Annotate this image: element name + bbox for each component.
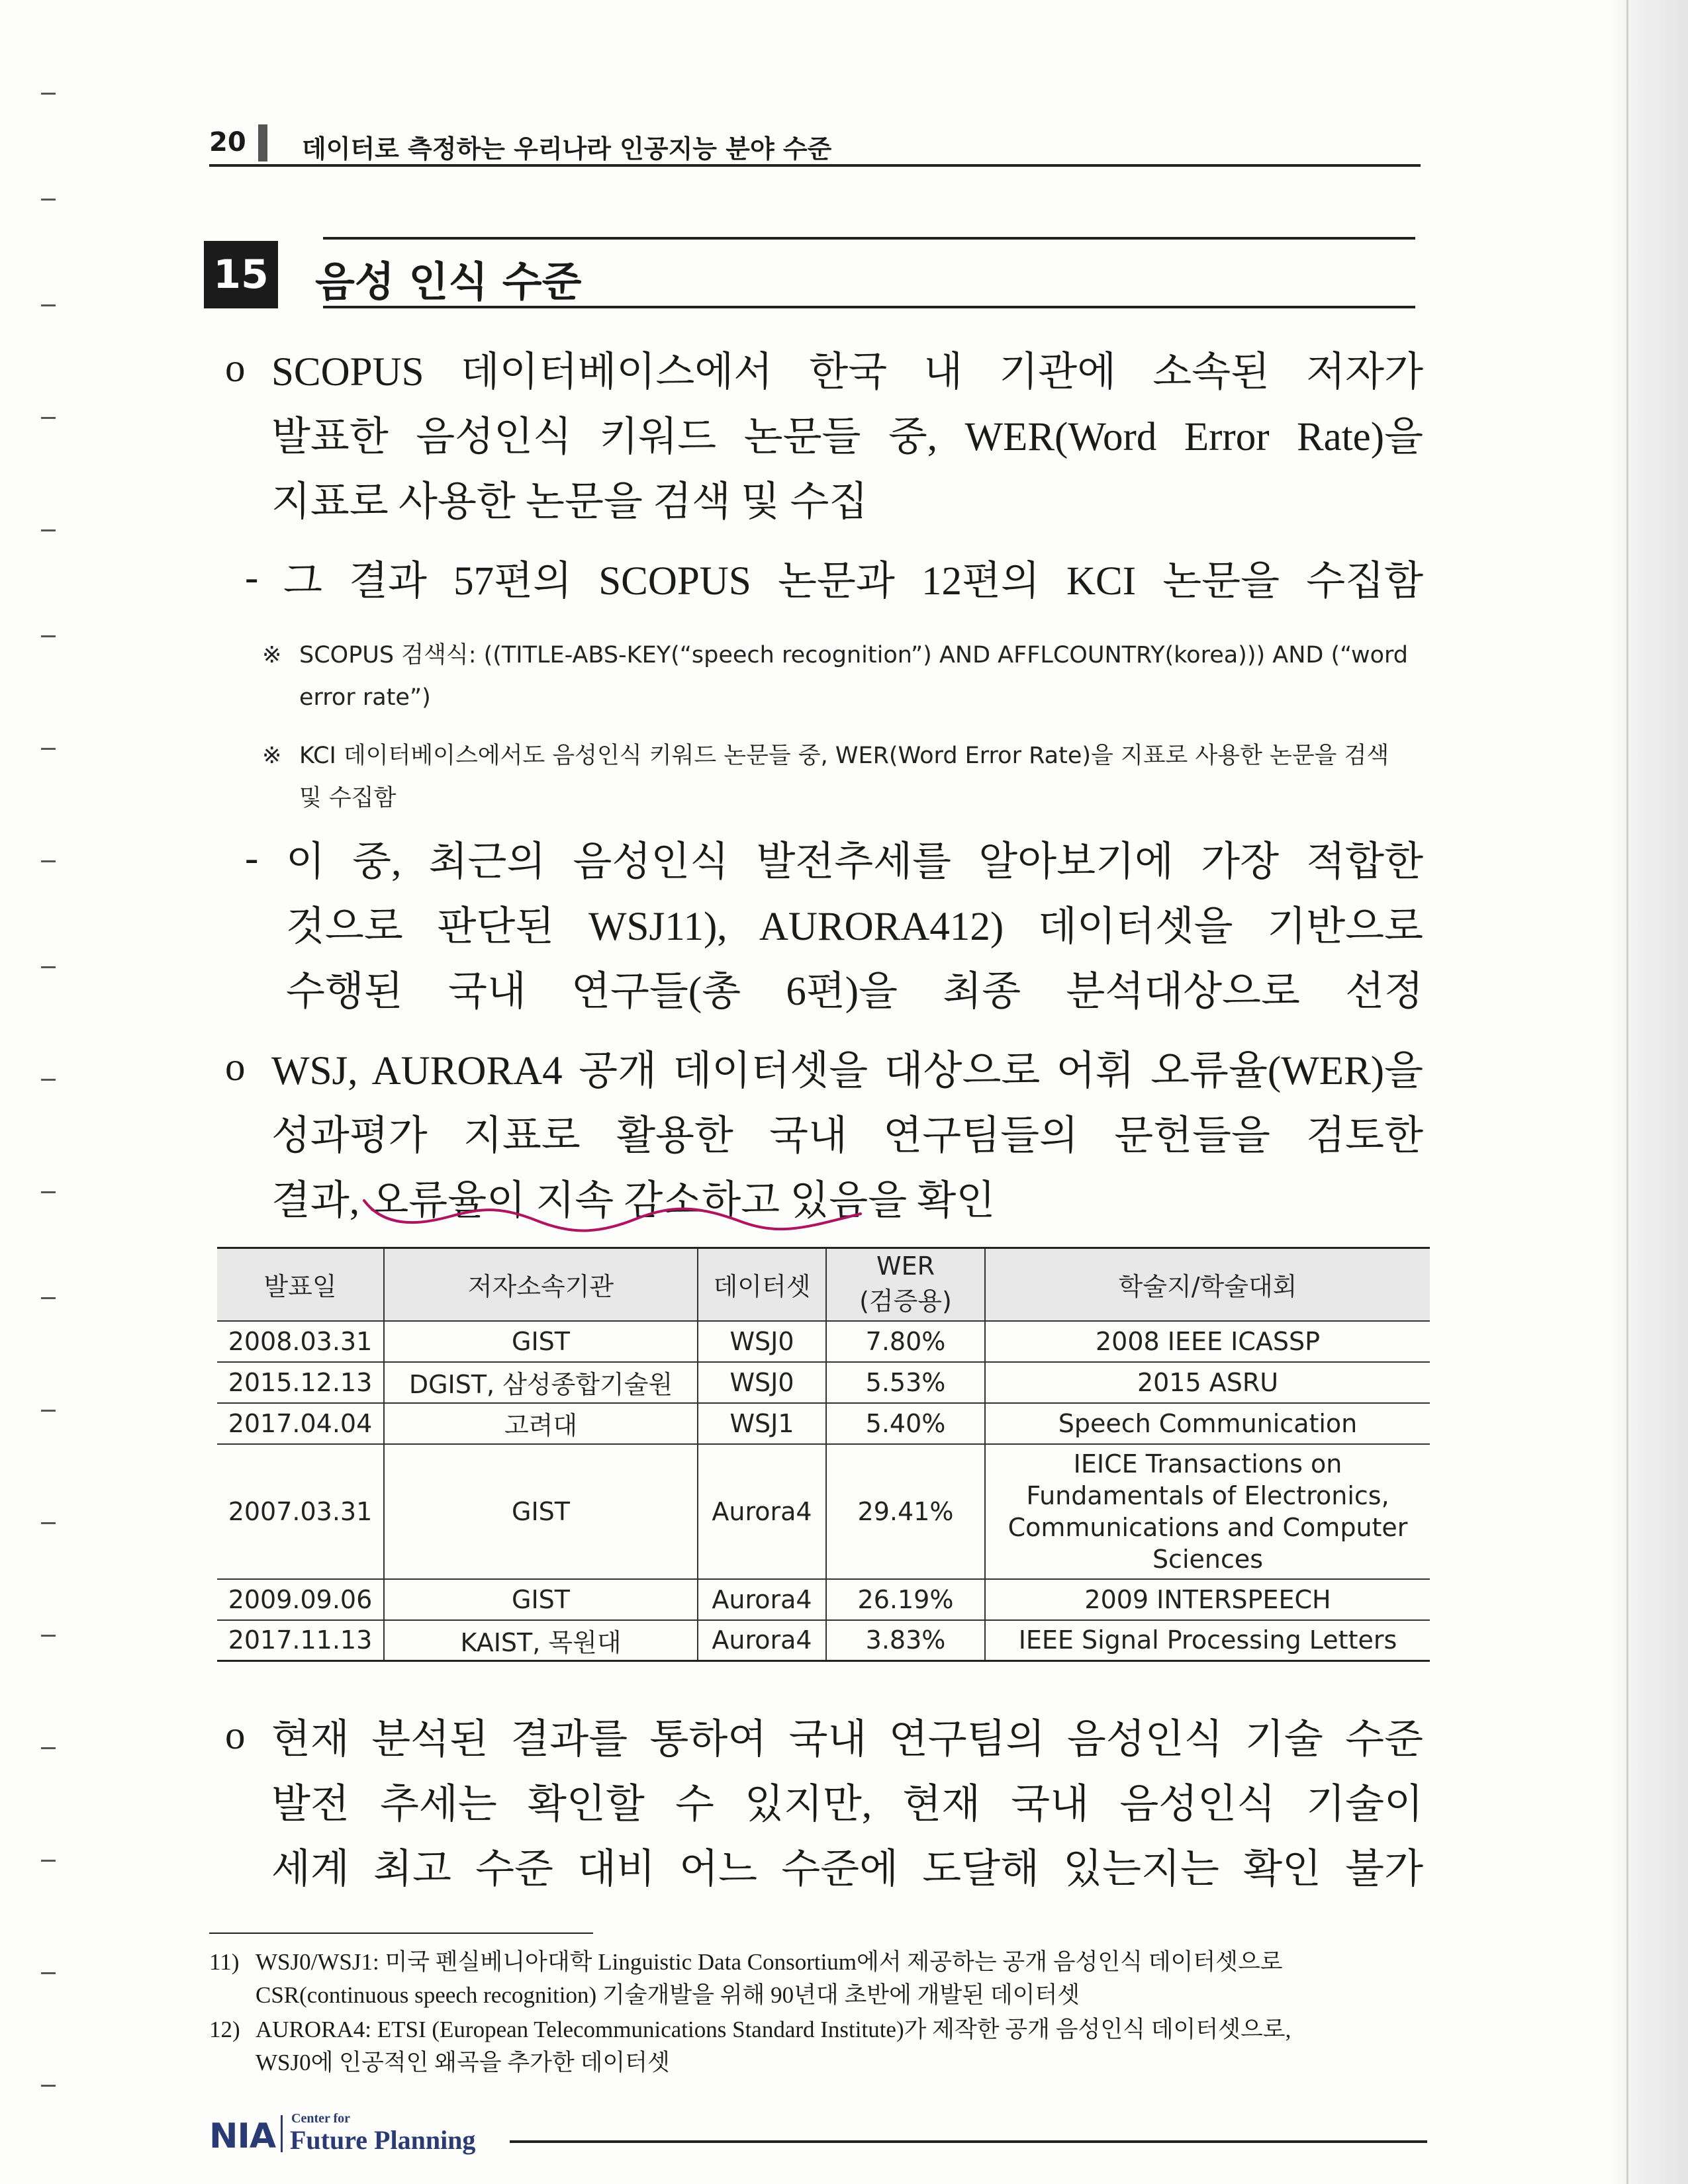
- cell-venue-line: IEICE Transactions on: [1073, 1449, 1342, 1479]
- page-edge-shadow: [1609, 0, 1688, 2184]
- paragraph-3: [271, 1707, 1423, 1902]
- col-header-wer-line2: (검증용): [859, 1287, 952, 1316]
- cell-affiliation: DGIST, 삼성종합기술원: [384, 1362, 698, 1403]
- paragraph-1: [271, 340, 1423, 535]
- footnote-line: WSJ0/WSJ1: 미국 펜실베니아대학 Linguistic Data Consortium에서 제공하는 공개 음성인식 데이터셋으로: [256, 1949, 1283, 1975]
- footnote-line: CSR(continuous speech recognition) 기술개발을 위해 90년대 초반에 개발된 데이터셋: [256, 1982, 1080, 2008]
- col-header-wer: [826, 1248, 985, 1321]
- cell-dataset: Aurora4: [698, 1579, 826, 1620]
- bullet-o: o: [225, 1045, 246, 1089]
- pen-underline-squiggle: [357, 1187, 900, 1240]
- header-rule: [209, 164, 1421, 167]
- table-header-row: [217, 1248, 1430, 1321]
- page-number: 20: [209, 127, 246, 158]
- col-header-date: 발표일: [217, 1248, 384, 1321]
- table-row: [217, 1444, 1430, 1579]
- cell-date: 2017.11.13: [217, 1620, 384, 1661]
- footnote-line: WSJ0에 인공적인 왜곡을 추가한 데이터셋: [256, 2050, 670, 2075]
- cell-date: 2007.03.31: [217, 1444, 384, 1579]
- paragraph-line: 지표로 사용한 논문을 검색 및 수집: [271, 480, 868, 524]
- cell-date: 2009.09.06: [217, 1579, 384, 1620]
- paragraph-line: 세계 최고 수준 대비 어느 수준에 도달해 있는지는 확인 불가: [271, 1847, 1423, 1891]
- section-rule-bottom: [323, 306, 1415, 308]
- bullet-o: o: [225, 1713, 246, 1758]
- running-header-title: 데이터로 측정하는 우리나라 인공지능 분야 수준: [302, 134, 832, 163]
- note-text: SCOPUS 검색식: ((TITLE-ABS-KEY(“speech recognition”) AND AFFLCOUNTRY(korea))) AND (“word error rate”): [299, 642, 1409, 711]
- cell-date: 2017.04.04: [217, 1403, 384, 1444]
- cell-venue: 2009 INTERSPEECH: [985, 1579, 1430, 1620]
- note-mark: ※: [262, 642, 282, 668]
- note-text: KCI 데이터베이스에서도 음성인식 키워드 논문들 중, WER(Word Error Rate)을 지표로 사용한 논문을 검색 및 수집함: [299, 743, 1389, 811]
- cell-venue-line: Communications and Computer: [1008, 1512, 1408, 1542]
- footnote-number: 12): [209, 2017, 240, 2042]
- note-scopus-query: [262, 634, 1423, 720]
- cell-wer: 5.40%: [826, 1403, 985, 1444]
- table-row: [217, 1321, 1430, 1362]
- cell-venue-line: Fundamentals of Electronics,: [1026, 1480, 1389, 1510]
- paragraph-line: 발표한 음성인식 키워드 논문들 중, WER(Word Error Rate)을: [271, 415, 1423, 459]
- col-header-venue: 학술지/학술대회: [985, 1248, 1430, 1321]
- col-header-dataset: 데이터셋: [698, 1248, 826, 1321]
- cell-venue: 2015 ASRU: [985, 1362, 1430, 1403]
- section-heading: [204, 237, 1415, 311]
- nia-logo: NIA: [209, 2116, 276, 2156]
- footnote-rule: [209, 1933, 593, 1934]
- section-title: 음성 인식 수준: [315, 257, 582, 306]
- footer-rule: [510, 2140, 1427, 2143]
- note-kci: [262, 735, 1423, 821]
- page-number-bar: [258, 124, 267, 161]
- cell-affiliation: GIST: [384, 1321, 698, 1362]
- section-number: 15: [204, 241, 278, 308]
- col-header-wer-line1: WER: [876, 1251, 935, 1281]
- logo-divider: [281, 2115, 283, 2152]
- footnote-line: AURORA4: ETSI (European Telecommunications Standard Institute)가 제작한 공개 음성인식 데이터셋으로,: [256, 2017, 1291, 2042]
- cell-wer: 29.41%: [826, 1444, 985, 1579]
- running-header: [209, 124, 1421, 171]
- footnote-text: [256, 1946, 1427, 2012]
- cell-affiliation: KAIST, 목원대: [384, 1620, 698, 1661]
- cell-venue: 2008 IEEE ICASSP: [985, 1321, 1430, 1362]
- paragraph-line: 현재 분석된 결과를 통하여 국내 연구팀의 음성인식 기술 수준: [271, 1717, 1423, 1762]
- cell-affiliation: GIST: [384, 1579, 698, 1620]
- paragraph-1-sub-2: [286, 830, 1423, 1024]
- cell-venue: IEEE Signal Processing Letters: [985, 1620, 1430, 1661]
- logo-subtitle: Center for: [291, 2111, 351, 2126]
- cell-dataset: WSJ0: [698, 1362, 826, 1403]
- cell-dataset: Aurora4: [698, 1444, 826, 1579]
- paragraph-line: SCOPUS 데이터베이스에서 한국 내 기관에 소속된 저자가: [271, 350, 1423, 394]
- cell-dataset: Aurora4: [698, 1620, 826, 1661]
- logo-title: Future Planning: [290, 2125, 476, 2155]
- wer-results-table: [217, 1247, 1430, 1662]
- cell-affiliation: GIST: [384, 1444, 698, 1579]
- footnote-11: [209, 1946, 1427, 2012]
- paragraph-line: 그 결과 57편의 SCOPUS 논문과 12편의 KCI 논문을 수집함: [283, 559, 1423, 604]
- col-header-affiliation: 저자소속기관: [384, 1248, 698, 1321]
- cell-date: 2015.12.13: [217, 1362, 384, 1403]
- cell-wer: 5.53%: [826, 1362, 985, 1403]
- cell-affiliation: 고려대: [384, 1403, 698, 1444]
- cell-date: 2008.03.31: [217, 1321, 384, 1362]
- cell-venue-line: Sciences: [1152, 1544, 1264, 1574]
- paragraph-line: 성과평가 지표로 활용한 국내 연구팀들의 문헌들을 검토한: [271, 1114, 1423, 1158]
- table-row: [217, 1362, 1430, 1403]
- paragraph-line: 발전 추세는 확인할 수 있지만, 현재 국내 음성인식 기술이: [271, 1782, 1423, 1827]
- section-rule-top: [323, 237, 1415, 240]
- cell-venue: [985, 1444, 1430, 1579]
- paragraph-line: 이 중, 최근의 음성인식 발전추세를 알아보기에 가장 적합한: [286, 840, 1423, 884]
- paragraph-line: WSJ, AURORA4 공개 데이터셋을 대상으로 어휘 오류율(WER)을: [271, 1049, 1423, 1093]
- cell-wer: 3.83%: [826, 1620, 985, 1661]
- cell-wer: 7.80%: [826, 1321, 985, 1362]
- table-row: [217, 1579, 1430, 1620]
- footnote-number: 11): [209, 1949, 240, 1975]
- bullet-dash: -: [245, 836, 259, 880]
- cell-venue: Speech Communication: [985, 1403, 1430, 1444]
- page-footer: [209, 2105, 1427, 2158]
- bullet-dash: -: [245, 555, 259, 600]
- paragraph-1-sub: [283, 549, 1423, 614]
- cell-dataset: WSJ1: [698, 1403, 826, 1444]
- cell-wer: 26.19%: [826, 1579, 985, 1620]
- paragraph-line: 결과, 오류율이 지속 감소하고 있음을 확인: [271, 1179, 996, 1223]
- table-row: [217, 1620, 1430, 1661]
- bullet-o: o: [225, 346, 246, 390]
- table-row: [217, 1403, 1430, 1444]
- note-mark: ※: [262, 743, 282, 769]
- footnote-12: [209, 2013, 1427, 2079]
- page-edge-line: [1626, 0, 1628, 2184]
- paragraph-line: 수행된 국내 연구들(총 6편)을 최종 분석대상으로 선정: [286, 970, 1423, 1014]
- footnote-text: [256, 2013, 1427, 2079]
- cell-dataset: WSJ0: [698, 1321, 826, 1362]
- paragraph-line: 것으로 판단된 WSJ11), AURORA412) 데이터셋을 기반으로: [286, 905, 1423, 949]
